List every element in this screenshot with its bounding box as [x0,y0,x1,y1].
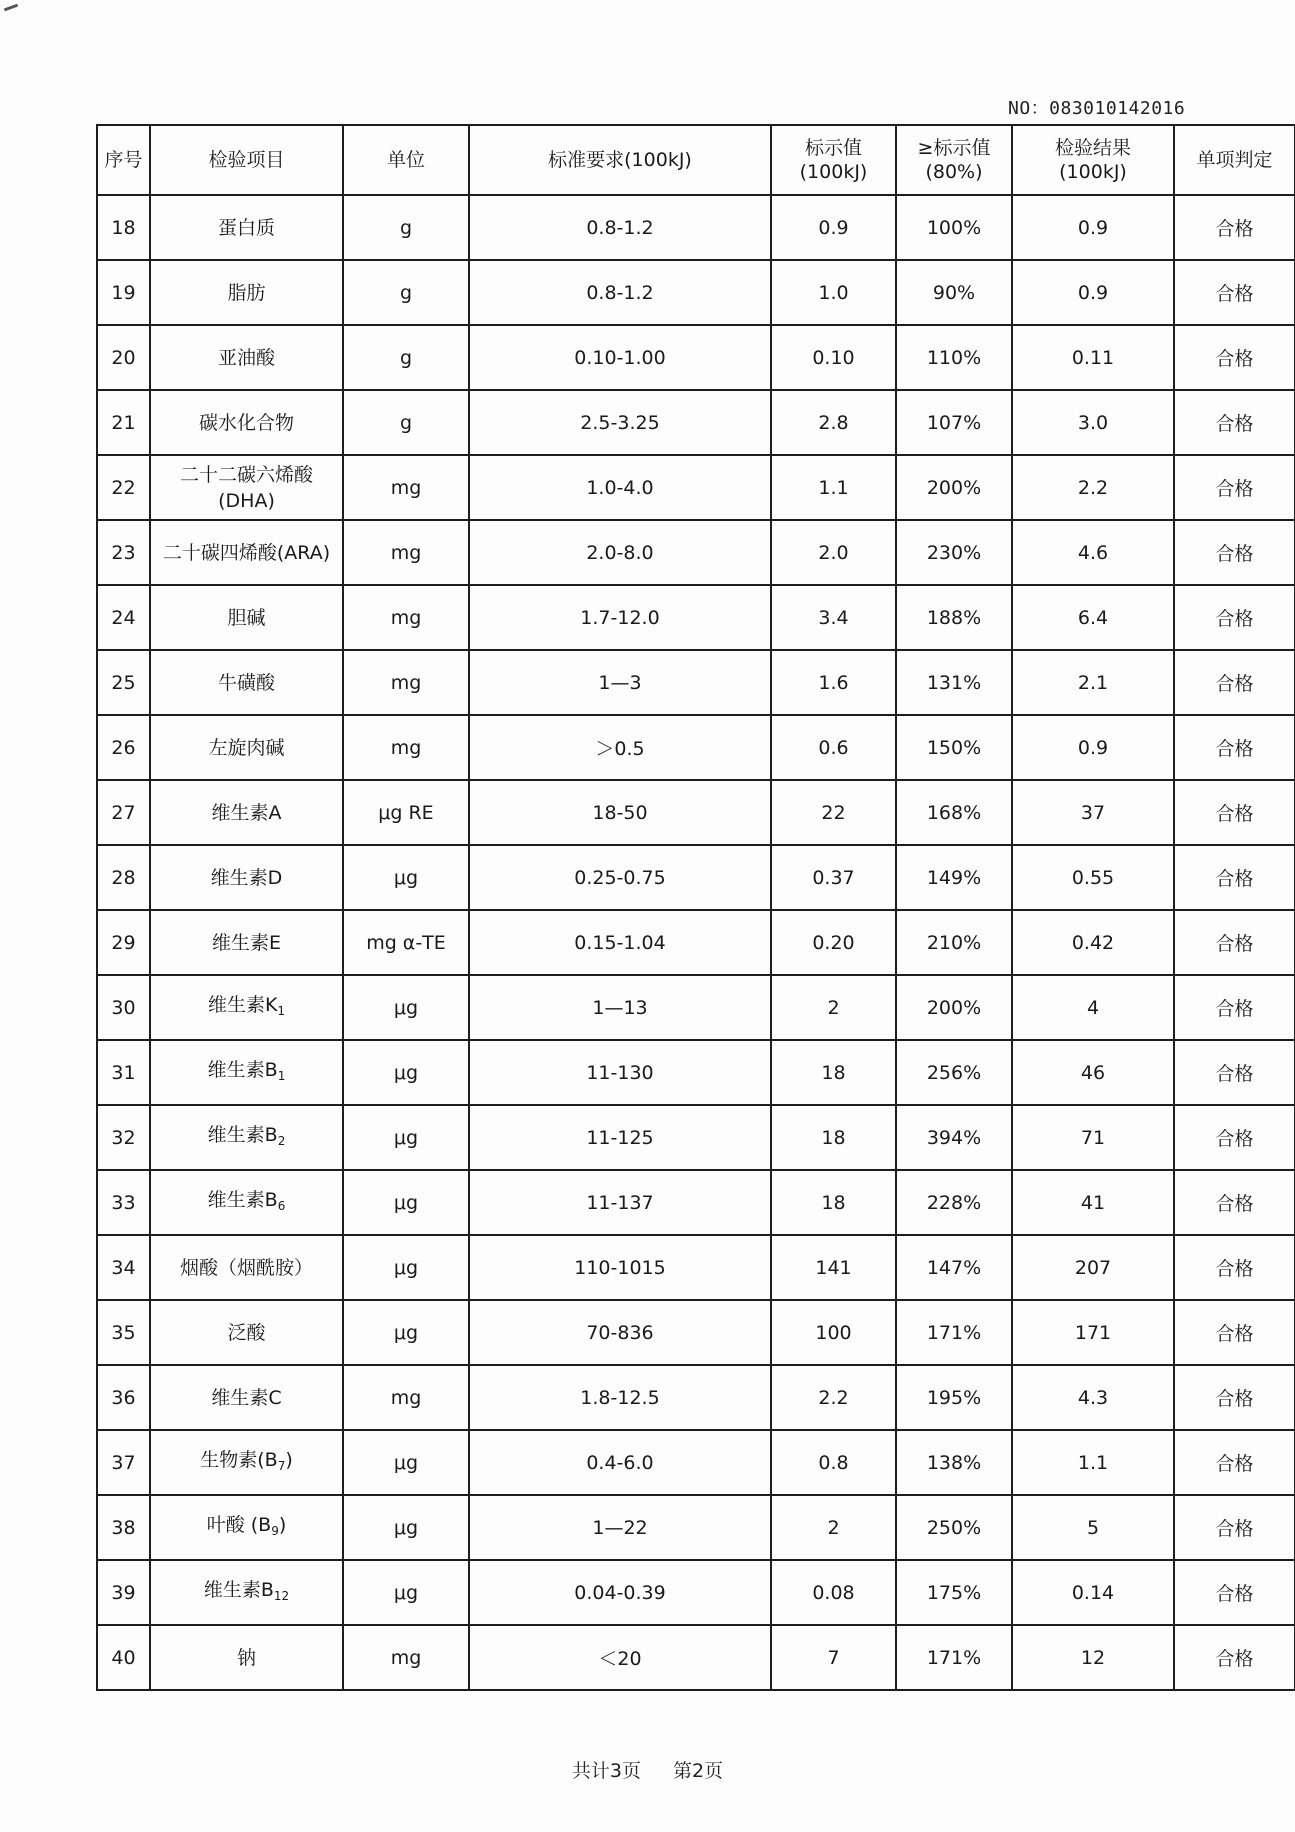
row-result: 0.42 [1012,910,1174,975]
row-verdict: 合格 [1174,715,1295,780]
header-row [97,125,1295,195]
row-result: 3.0 [1012,390,1174,455]
row-item [150,325,343,390]
row-item-name: 泛酸 [227,1321,266,1344]
row-label-value: 0.20 [771,910,896,975]
row-unit: μg [343,1235,469,1300]
row-seq: 25 [97,650,150,715]
row-unit: μg RE [343,780,469,845]
row-unit: mg [343,585,469,650]
row-verdict: 合格 [1174,390,1295,455]
header-unit: 单位 [343,125,469,195]
row-result: 4.6 [1012,520,1174,585]
row-label-value: 2 [771,1495,896,1560]
table-row [97,650,1295,715]
row-ratio: 200% [896,455,1012,520]
row-verdict: 合格 [1174,650,1295,715]
row-unit: μg [343,975,469,1040]
row-seq: 28 [97,845,150,910]
table-row [97,1560,1295,1625]
row-ratio: 256% [896,1040,1012,1105]
row-ratio: 230% [896,520,1012,585]
row-unit: mg [343,1625,469,1690]
row-label-value: 18 [771,1170,896,1235]
table-row [97,1040,1295,1105]
row-item-name: 维生素B [207,1058,278,1081]
table-body [97,195,1295,1690]
row-item-name: 生物素(B [200,1448,278,1471]
row-ratio: 149% [896,845,1012,910]
row-standard: 2.0-8.0 [469,520,771,585]
header-standard: 标准要求(100kJ) [469,125,771,195]
row-item-name: 维生素E [211,931,281,954]
row-unit: mg [343,455,469,520]
row-ratio: 147% [896,1235,1012,1300]
row-verdict: 合格 [1174,1560,1295,1625]
row-seq: 19 [97,260,150,325]
row-result: 0.9 [1012,260,1174,325]
row-label-value: 18 [771,1040,896,1105]
row-item-subscript: 2 [277,1133,286,1148]
row-unit: μg [343,1170,469,1235]
row-seq: 40 [97,1625,150,1690]
header-result-line1: 检验结果 [1054,137,1131,159]
row-item [150,455,343,520]
row-item [150,520,343,585]
row-standard: 0.15-1.04 [469,910,771,975]
row-standard: 0.8-1.2 [469,195,771,260]
table-row [97,520,1295,585]
row-verdict: 合格 [1174,1170,1295,1235]
table-row [97,1300,1295,1365]
table-row [97,1170,1295,1235]
row-verdict: 合格 [1174,910,1295,975]
scan-artifact [4,4,18,12]
row-verdict: 合格 [1174,1495,1295,1560]
row-seq: 22 [97,455,150,520]
row-item [150,1365,343,1430]
row-item [150,1300,343,1365]
row-result: 171 [1012,1300,1174,1365]
row-item [150,650,343,715]
row-verdict: 合格 [1174,260,1295,325]
row-verdict: 合格 [1174,455,1295,520]
row-verdict: 合格 [1174,780,1295,845]
row-label-value: 2 [771,975,896,1040]
row-standard: 110-1015 [469,1235,771,1300]
row-verdict: 合格 [1174,325,1295,390]
table-row [97,910,1295,975]
row-ratio: 107% [896,390,1012,455]
row-item-subscript: 12 [273,1588,290,1603]
row-item-name: 牛磺酸 [217,671,275,694]
table-row [97,1105,1295,1170]
row-label-value: 0.6 [771,715,896,780]
row-verdict: 合格 [1174,195,1295,260]
row-ratio: 195% [896,1365,1012,1430]
row-unit: g [343,260,469,325]
table-header [97,125,1295,195]
row-item-line2: (DHA) [218,489,275,512]
row-item-name: 叶酸 (B [206,1513,272,1536]
row-result: 6.4 [1012,585,1174,650]
row-verdict: 合格 [1174,1300,1295,1365]
row-label-value: 0.08 [771,1560,896,1625]
row-standard: 1.0-4.0 [469,455,771,520]
row-seq: 35 [97,1300,150,1365]
row-standard: 0.8-1.2 [469,260,771,325]
row-item-subscript: 1 [277,1003,286,1018]
row-seq: 38 [97,1495,150,1560]
row-verdict: 合格 [1174,585,1295,650]
row-item [150,1625,343,1690]
row-item-tail: ) [285,1448,293,1471]
row-item-name: 左旋肉碱 [208,736,285,759]
row-item-name: 二十碳四烯酸(ARA) [162,541,331,564]
table-row [97,1495,1295,1560]
row-result: 0.9 [1012,715,1174,780]
row-verdict: 合格 [1174,1365,1295,1430]
document-number: NO：083010142016 [1008,98,1186,119]
row-label-value: 1.6 [771,650,896,715]
row-ratio: 138% [896,1430,1012,1495]
row-result: 37 [1012,780,1174,845]
row-seq: 31 [97,1040,150,1105]
row-item-name: 维生素D [210,866,283,889]
row-standard: 1—22 [469,1495,771,1560]
inspection-results-table [96,124,1295,1691]
row-seq: 39 [97,1560,150,1625]
row-item-subscript: 7 [277,1458,286,1473]
table-row [97,975,1295,1040]
row-item-name: 钠 [236,1646,256,1669]
row-seq: 33 [97,1170,150,1235]
table-row [97,455,1295,520]
row-result: 0.55 [1012,845,1174,910]
table-row [97,1430,1295,1495]
row-label-value: 0.37 [771,845,896,910]
table-row [97,325,1295,390]
row-result: 0.14 [1012,1560,1174,1625]
row-standard: 1—3 [469,650,771,715]
row-ratio: 188% [896,585,1012,650]
row-verdict: 合格 [1174,1235,1295,1300]
row-result: 0.11 [1012,325,1174,390]
table-row [97,585,1295,650]
table-row [97,1235,1295,1300]
row-seq: 24 [97,585,150,650]
row-item [150,1170,343,1235]
row-standard: 11-137 [469,1170,771,1235]
row-item-name: 碳水化合物 [198,411,294,434]
row-label-value: 1.0 [771,260,896,325]
row-label-value: 2.0 [771,520,896,585]
header-label-value [771,125,896,195]
row-seq: 37 [97,1430,150,1495]
row-unit: μg [343,845,469,910]
row-item-name: 蛋白质 [217,216,275,239]
row-result: 1.1 [1012,1430,1174,1495]
row-unit: μg [343,1495,469,1560]
row-item-name: 脂肪 [227,281,266,304]
row-ratio: 110% [896,325,1012,390]
row-ratio: 90% [896,260,1012,325]
row-item-subscript: 6 [277,1198,286,1213]
row-ratio: 228% [896,1170,1012,1235]
row-ratio: 100% [896,195,1012,260]
table-row [97,1625,1295,1690]
row-result: 4.3 [1012,1365,1174,1430]
row-seq: 36 [97,1365,150,1430]
row-standard: 0.25-0.75 [469,845,771,910]
row-result: 2.1 [1012,650,1174,715]
row-unit: μg [343,1040,469,1105]
row-item [150,585,343,650]
row-unit: μg [343,1105,469,1170]
row-item [150,1430,343,1495]
row-item [150,845,343,910]
row-item-tail: ) [278,1513,287,1536]
header-verdict: 单项判定 [1174,125,1295,195]
row-item-name: 维生素K [207,993,278,1016]
row-unit: g [343,195,469,260]
row-label-value: 0.8 [771,1430,896,1495]
row-result: 71 [1012,1105,1174,1170]
row-seq: 21 [97,390,150,455]
row-standard: 0.04-0.39 [469,1560,771,1625]
row-item [150,975,343,1040]
row-unit: g [343,390,469,455]
row-seq: 30 [97,975,150,1040]
row-seq: 34 [97,1235,150,1300]
row-item-name: 烟酸（烟酰胺） [179,1256,313,1279]
row-label-value: 1.1 [771,455,896,520]
row-item [150,1040,343,1105]
row-item-name: 维生素B [207,1188,278,1211]
row-label-value: 22 [771,780,896,845]
row-result: 0.9 [1012,195,1174,260]
row-unit: mg α-TE [343,910,469,975]
row-item-name: 二十二碳六烯酸 [179,463,313,486]
row-label-value: 7 [771,1625,896,1690]
row-item-subscript: 1 [277,1068,286,1083]
row-verdict: 合格 [1174,1040,1295,1105]
row-result: 4 [1012,975,1174,1040]
row-label-value: 2.2 [771,1365,896,1430]
row-unit: μg [343,1560,469,1625]
page-footer [0,1756,1295,1783]
row-unit: mg [343,715,469,780]
row-verdict: 合格 [1174,520,1295,585]
row-label-value: 100 [771,1300,896,1365]
row-item-name: 维生素C [211,1386,282,1409]
row-item [150,780,343,845]
row-seq: 20 [97,325,150,390]
row-result: 207 [1012,1235,1174,1300]
table-row [97,260,1295,325]
row-item-name: 亚油酸 [217,346,275,369]
row-ratio: 175% [896,1560,1012,1625]
row-item-name: 维生素B [207,1123,278,1146]
row-verdict: 合格 [1174,1430,1295,1495]
row-unit: μg [343,1430,469,1495]
row-unit: μg [343,1300,469,1365]
row-item-name: 维生素A [211,801,282,824]
header-seq: 序号 [97,125,150,195]
row-standard: 2.5-3.25 [469,390,771,455]
header-item: 检验项目 [150,125,343,195]
row-seq: 29 [97,910,150,975]
header-result-line2: (100kJ) [1059,161,1127,183]
row-verdict: 合格 [1174,1625,1295,1690]
row-verdict: 合格 [1174,975,1295,1040]
row-label-value: 18 [771,1105,896,1170]
row-item [150,1560,343,1625]
row-seq: 26 [97,715,150,780]
row-result: 12 [1012,1625,1174,1690]
row-item [150,390,343,455]
row-seq: 23 [97,520,150,585]
row-standard: 70-836 [469,1300,771,1365]
row-item [150,715,343,780]
page-current: 第2页 [673,1760,724,1782]
row-standard: ＞0.5 [469,715,771,780]
row-unit: mg [343,520,469,585]
row-item-name: 胆碱 [227,606,266,629]
row-standard: 11-130 [469,1040,771,1105]
table-row [97,715,1295,780]
row-standard: ＜20 [469,1625,771,1690]
header-label-value-line1: 标示值 [804,137,862,159]
row-label-value: 141 [771,1235,896,1300]
row-ratio: 200% [896,975,1012,1040]
header-label-value-line2: (100kJ) [799,161,868,183]
header-ratio-line1: ≥标示值 [917,137,991,159]
row-verdict: 合格 [1174,1105,1295,1170]
row-ratio: 131% [896,650,1012,715]
row-label-value: 3.4 [771,585,896,650]
row-standard: 1.7-12.0 [469,585,771,650]
row-result: 46 [1012,1040,1174,1105]
table-row [97,195,1295,260]
row-standard: 1.8-12.5 [469,1365,771,1430]
row-unit: mg [343,1365,469,1430]
header-result [1012,125,1174,195]
table-row [97,390,1295,455]
row-unit: g [343,325,469,390]
row-item [150,910,343,975]
row-unit: mg [343,650,469,715]
table-row [97,845,1295,910]
row-item [150,1495,343,1560]
row-result: 2.2 [1012,455,1174,520]
row-ratio: 171% [896,1625,1012,1690]
row-ratio: 210% [896,910,1012,975]
row-standard: 18-50 [469,780,771,845]
row-label-value: 0.9 [771,195,896,260]
row-item [150,1235,343,1300]
row-result: 5 [1012,1495,1174,1560]
table-row [97,1365,1295,1430]
row-label-value: 2.8 [771,390,896,455]
row-standard: 1—13 [469,975,771,1040]
row-item-subscript: 9 [271,1523,279,1538]
header-ratio-line2: (80%) [925,161,983,183]
row-seq: 27 [97,780,150,845]
row-item [150,1105,343,1170]
row-item [150,195,343,260]
row-ratio: 394% [896,1105,1012,1170]
table-row [97,780,1295,845]
row-ratio: 171% [896,1300,1012,1365]
row-label-value: 0.10 [771,325,896,390]
row-item [150,260,343,325]
row-result: 41 [1012,1170,1174,1235]
row-ratio: 150% [896,715,1012,780]
row-ratio: 168% [896,780,1012,845]
row-standard: 0.4-6.0 [469,1430,771,1495]
page-total: 共计3页 [571,1760,641,1782]
row-ratio: 250% [896,1495,1012,1560]
header-ratio [896,125,1012,195]
row-standard: 11-125 [469,1105,771,1170]
row-verdict: 合格 [1174,845,1295,910]
row-seq: 18 [97,195,150,260]
row-seq: 32 [97,1105,150,1170]
row-item-name: 维生素B [203,1578,274,1601]
row-standard: 0.10-1.00 [469,325,771,390]
